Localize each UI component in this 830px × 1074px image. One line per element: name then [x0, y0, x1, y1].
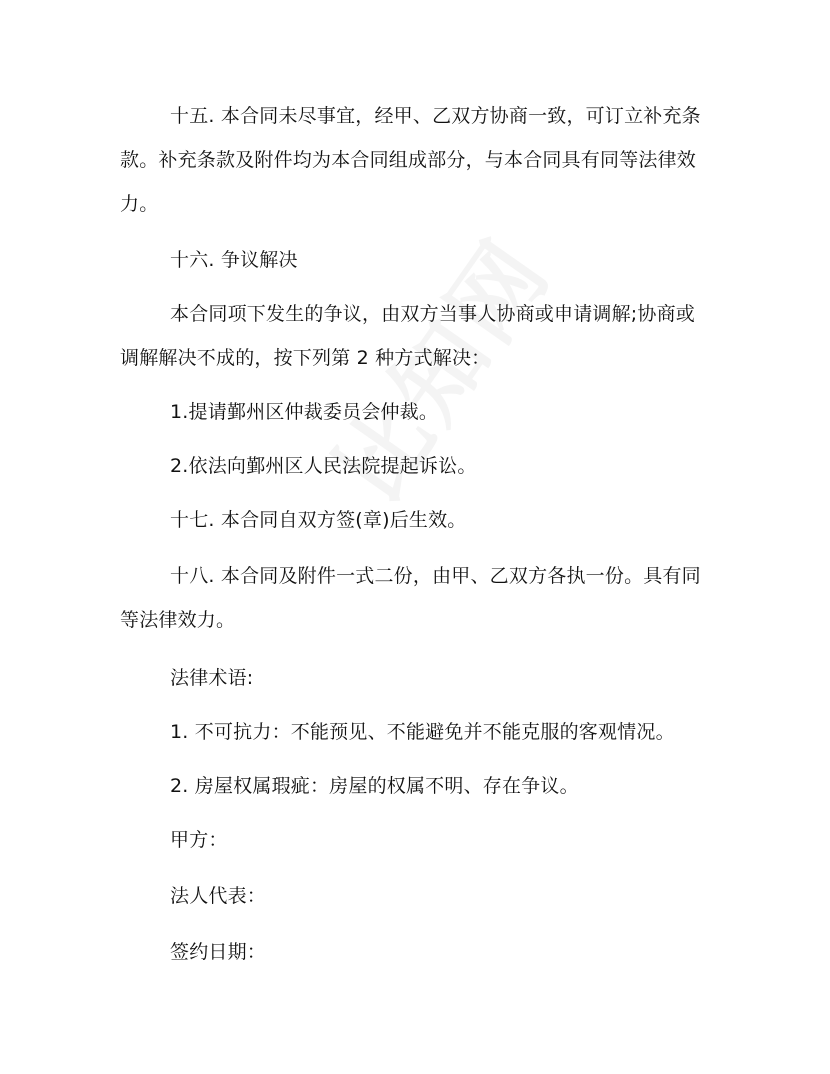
legal-terms-heading: 法律术语:	[170, 667, 254, 689]
dispute-line-1: 本合同项下发生的争议，由双方当事人协商或申请调解;协商或	[170, 303, 696, 325]
clause-18-line-1: 十八. 本合同及附件一式二份，由甲、乙双方各执一份。具有同	[170, 565, 701, 587]
clause-17: 十七. 本合同自双方签(章)后生效。	[170, 509, 467, 531]
clause-18-line-2: 等法律效力。	[120, 609, 236, 631]
dispute-line-2: 调解解决不成的，按下列第 2 种方式解决：	[120, 347, 491, 369]
option-litigation: 2.依法向鄞州区人民法院提起诉讼。	[170, 455, 477, 477]
legal-representative-label: 法人代表：	[170, 885, 267, 907]
clause-16-heading: 十六. 争议解决	[170, 249, 298, 271]
party-a-label: 甲方：	[170, 829, 228, 851]
clause-15-line-2: 款。补充条款及附件均为本合同组成部分，与本合同具有同等法律效	[120, 149, 697, 171]
clause-15-line-3: 力。	[120, 193, 159, 215]
signing-date-label: 签约日期：	[170, 941, 267, 963]
term-title-defect: 2. 房屋权属瑕疵：房屋的权属不明、存在争议。	[170, 775, 579, 797]
term-force-majeure: 1. 不可抗力：不能预见、不能避免并不能克服的客观情况。	[170, 721, 675, 743]
option-arbitration: 1.提请鄞州区仲裁委员会仲裁。	[170, 401, 439, 423]
clause-15-line-1: 十五. 本合同未尽事宜，经甲、乙双方协商一致，可订立补充条	[170, 105, 701, 127]
